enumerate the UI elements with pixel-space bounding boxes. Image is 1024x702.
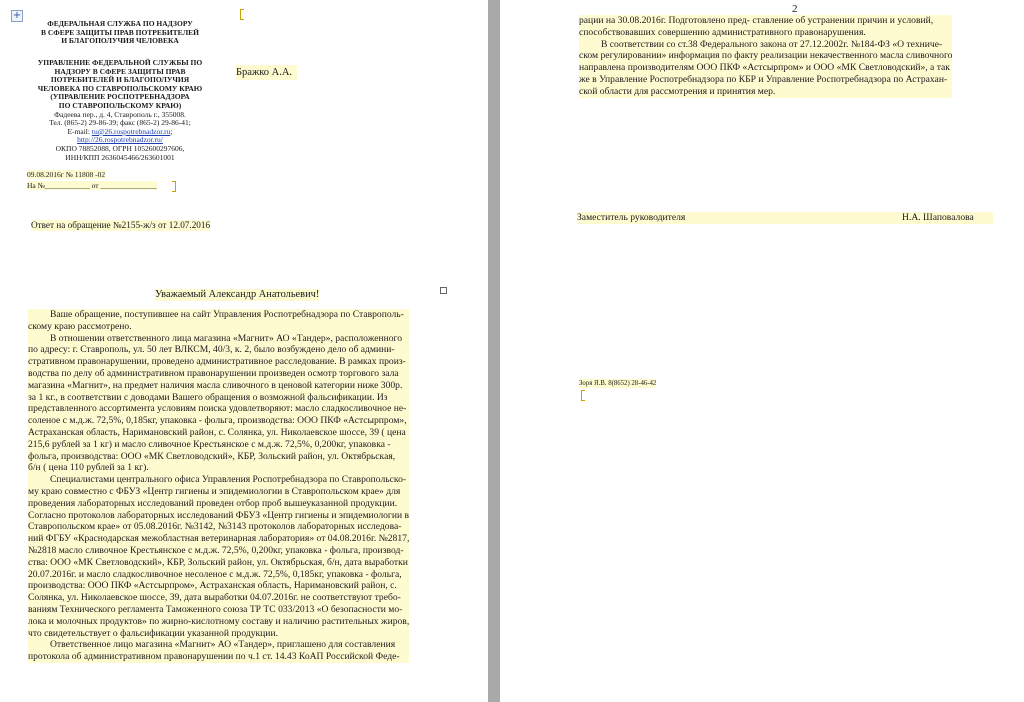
body-line: Астраханская область, Наримановский район, с. Солянка, ул. Николаевское шоссе, 39 ( цена	[28, 427, 409, 439]
body-line: скому краю рассмотрено.	[28, 321, 409, 333]
body-line: Ваше обращение, поступившее на сайт Управления Роспотребнадзора по Ставрополь-	[28, 309, 409, 321]
field-bracket-close-icon	[172, 181, 176, 192]
body-line: по адресу: г. Ставрополь, ул. 50 лет ВЛКСМ, 40/3, к. 2, было возбуждено дело об админи-	[28, 344, 409, 356]
office-line: ПО СТАВРОПОЛЬСКОМУ КРАЮ)	[58, 100, 182, 110]
body-line: рации на 30.08.2016г. Подготовлено пред- ставление об устранении причин и условий,	[579, 15, 952, 27]
body-line: В отношении ответственного лица магазина «Магнит» АО «Тандер», расположенного	[28, 333, 409, 345]
body-line: же в Управление Роспотребнадзора по КБР и Управление Роспотребнадзора по Астрахан-	[579, 74, 952, 86]
body-line: магазина «Магнит», на предмет наличия масла сливочного в ценовой категории ниже 300р.	[28, 380, 409, 392]
body-line: №2818 масло сливочное Крестьянское с м.д.ж. 72,5%, 0,200кг, упаковка - фольга, производ-	[28, 545, 409, 557]
office-line: ЧЕЛОВЕКА ПО СТАВРОПОЛЬСКОМУ КРАЮ	[37, 83, 203, 93]
document-page-2[interactable]	[500, 0, 1024, 702]
outgoing-reference: 09.08.2016г № 11808 -02	[27, 170, 106, 179]
body-line: протокола об административном правонарушении по ч.1 ст. 14.43 КоАП Российской Феде-	[28, 651, 409, 663]
subject-line: Ответ на обращение №2155-ж/з от 12.07.2016	[31, 220, 211, 230]
body-line: проведения лабораторных исследований проведен отбор проб вышеуказанной продукции.	[28, 498, 409, 510]
body-line: за 1 кг., в соответствии с доводами Вашего обращения о возможной фальсификации. Из	[28, 392, 409, 404]
body-line: Согласно протоколов лабораторных исследований ФБУЗ «Центр гигиены и эпидемиологии в	[28, 509, 410, 521]
office-line: (УПРАВЛЕНИЕ РОСПОТРЕБНАДЗОРА	[50, 92, 190, 102]
signature-name: Н.А. Шаповалова	[902, 212, 974, 223]
agency-line: В СФЕРЕ ЗАЩИТЫ ПРАВ ПОТРЕБИТЕЛЕЙ	[40, 27, 199, 37]
page-gutter	[488, 0, 500, 702]
signature-row	[577, 212, 993, 224]
paragraph-mark-icon	[440, 287, 447, 294]
letter-body	[28, 309, 409, 663]
executor-line: Зоря Я.В. 8(8652) 28-46-42	[579, 380, 657, 387]
email-link[interactable]: tu@26.rospotrebnadzor.ru	[91, 126, 171, 136]
email-line: E-mail: tu@26.rospotrebnadzor.ru;	[67, 126, 173, 136]
body-line: ний ФГБУ «Краснодарская межобластная ветеринарная лаборатория» от 04.08.2016г. №2817,	[28, 533, 410, 545]
addressee-name: Бражко А.А.	[236, 65, 297, 80]
letter-body-continued	[579, 15, 952, 98]
office-line: УПРАВЛЕНИЕ ФЕДЕРАЛЬНОЙ СЛУЖБЫ ПО	[37, 58, 203, 67]
body-line: Ответственное лицо магазина «Магнит» АО «Тандер», приглашено для составления	[28, 639, 409, 651]
body-line: лока и молочных продуктов» по жирно-кислотному составу и наличию растительных жиров,	[28, 615, 410, 627]
body-line: му краю совместно с ФБУЗ «Центр гигиены и эпидемиологии в Ставропольском крае» для	[28, 486, 409, 498]
agency-line: ФЕДЕРАЛЬНАЯ СЛУЖБА ПО НАДЗОРУ	[47, 19, 193, 28]
office-line: НАДЗОРУ В СФЕРЕ ЗАЩИТЫ ПРАВ	[54, 66, 186, 76]
site-link[interactable]: http://26.rospotrebnadzor.ru/	[77, 135, 163, 145]
body-line: соленое с м.д.ж. 72,5%, 0,185кг, упаковка - фольга, производства: ООО ПКФ «Астсырпром»,	[28, 415, 409, 427]
page-number: 2	[792, 3, 798, 15]
body-line: ваниям Технического регламента Таможенного союза ТР ТС 033/2013 «О безопасности мо-	[28, 604, 409, 616]
office-block	[20, 59, 220, 162]
okpo-line: ОКПО 78852088, ОГРН 1052600297606,	[55, 143, 185, 153]
body-line: Солянка, ул. Николаевское шоссе, 39, дата выработки 04.07.2016г. не соответствуют требо-	[28, 592, 409, 604]
signature-title: Заместитель руководителя	[577, 212, 686, 223]
body-line: стративном правонарушении, проведено административное расследование. В рамках произ-	[28, 356, 409, 368]
body-line: Ставропольском крае» от 05.08.2016г. №3142, №3143 протоколов лабораторных исследова-	[28, 521, 409, 533]
body-line: ской области для рассмотрения и принятия мер.	[579, 86, 952, 98]
phone-line: Тел. (865-2) 29-86-39; факс (865-2) 29-86-41;	[49, 118, 191, 128]
body-line: фольга, производства: ООО «МК Светловодский», КБР, Зольский район, ул. Октябрьская,	[28, 451, 409, 463]
body-line: производства: ООО ПКФ «Астсырпром», Астраханская область, Наримановский район, с.	[28, 580, 409, 592]
salutation: Уважаемый Александр Анатольевич!	[155, 289, 320, 300]
field-bracket-open-icon	[581, 390, 585, 401]
agency-line: И БЛАГОПОЛУЧИЯ ЧЕЛОВЕКА	[61, 36, 179, 46]
body-line: что свидетельствует о фальсификации указанной продукции.	[28, 628, 409, 640]
incoming-reference: На №____________ от _______________	[27, 181, 157, 190]
body-line: ском регулировании» информация по факту реализации некачественного масла сливочного	[579, 50, 953, 62]
document-page-1[interactable]	[0, 0, 488, 702]
field-bracket-open-icon	[240, 9, 244, 20]
body-line: б/н ( цена 110 рублей за 1 кг).	[28, 462, 409, 474]
table-move-handle-icon[interactable]: +	[12, 10, 22, 21]
body-line: Специалистами центрального офиса Управления Роспотребнадзора по Ставропольско-	[28, 474, 409, 486]
body-line: водства по делу об административном правонарушении произведен осмотр торгового зала	[28, 368, 409, 380]
body-line: представленного ассортимента условиям поиска удовлетворяют: масло сладкосливочное не-	[28, 403, 409, 415]
body-line: 215,6 рублей за 1 кг) и масло сливочное Крестьянское с м.д.ж. 72,5%, 0,200кг, упаковка -	[28, 439, 409, 451]
agency-block	[20, 20, 220, 46]
body-line: В соответствии со ст.38 Федерального закона от 27.12.2002г. №184-ФЗ «О техниче-	[579, 39, 952, 51]
address-line: Фадеева пер., д. 4, Ставрополь г., 355008.	[54, 109, 186, 119]
body-line: 20.07.2016г. и масло сладкосливочное несоленое с м.д.ж. 72,5%, 0,185кг, упаковка - фольга,	[28, 569, 409, 581]
body-line: направлена производителям ООО ПКФ «Астсырпром» и ООО «МК Светловодский», а так	[579, 62, 952, 74]
office-line: ПОТРЕБИТЕЛЕЙ И БЛАГОПОЛУЧИЯ	[50, 75, 190, 85]
inn-line: ИНН/КПП 2636045466/263601001	[65, 152, 175, 162]
body-line: способствовавших совершению административного правонарушения.	[579, 27, 952, 39]
body-line: ства: ООО «МК Светловодский», КБР, Зольский район, ул. Октябрьская, б/н, дата выработки	[28, 556, 408, 568]
